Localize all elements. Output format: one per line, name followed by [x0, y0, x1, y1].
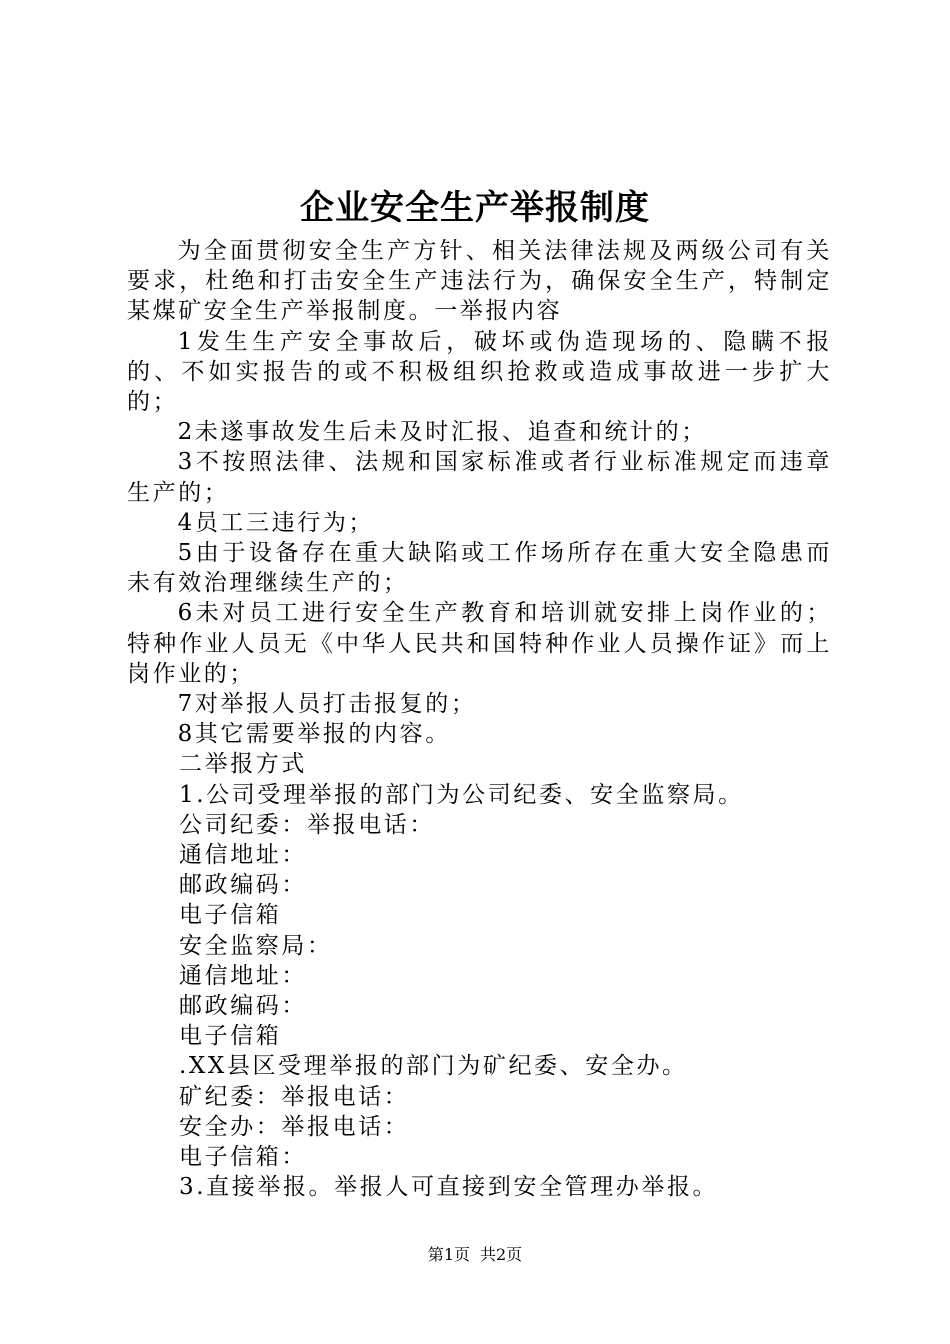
body-line: 邮政编码：: [179, 993, 307, 1020]
body-line: 安全办：举报电话：: [179, 1113, 410, 1140]
body-line: 邮政编码：: [179, 872, 307, 899]
body-line: 通信地址：: [179, 842, 307, 869]
page-footer: [0, 1244, 950, 1266]
body-line: 电子信箱：: [179, 1144, 307, 1171]
body-line: 电子信箱: [179, 902, 282, 929]
body-line: 3.直接举报。举报人可直接到安全管理办举报。: [179, 1174, 719, 1201]
body-paragraph-item-4: 4员工三违行为；: [177, 509, 375, 536]
body-line: 1.公司受理举报的部门为公司纪委、安全监察局。: [179, 781, 744, 808]
document-title: 企业安全生产举报制度: [300, 188, 650, 228]
body-line: 通信地址：: [179, 962, 307, 989]
body-paragraph-item-3: 3不按照法律、法规和国家标准或者行业标准规定而违章生产的；: [127, 449, 832, 506]
body-line: 安全监察局：: [179, 932, 333, 959]
body-paragraph-item-8: 8其它需要举报的内容。: [177, 721, 451, 748]
page-total: 共2页: [480, 1245, 523, 1264]
body-paragraph-item-5: 5由于设备存在重大缺陷或工作场所存在重大安全隐患而未有效治理继续生产的；: [127, 540, 832, 597]
body-paragraph-item-6: 6未对员工进行安全生产教育和培训就安排上岗作业的；特种作业人员无《中华人民共和国特种作业人员操作证》而上岗作业的；: [127, 600, 832, 687]
body-paragraph-item-7: 7对举报人员打击报复的；: [177, 691, 477, 718]
body-line: 公司纪委：举报电话：: [179, 811, 435, 838]
body-paragraph-item-1: 1发生生产安全事故后，破坏或伪造现场的、隐瞒不报的、不如实报告的或不积极组织抢救或造成事故进一步扩大的；: [127, 328, 832, 416]
body-line: .XX县区受理举报的部门为矿纪委、安全办。: [179, 1053, 688, 1080]
body-paragraph-item-2: 2未遂事故发生后未及时汇报、追查和统计的；: [177, 419, 707, 446]
body-line: 矿纪委：举报电话：: [179, 1083, 410, 1110]
section-heading-report-methods: 二举报方式: [179, 751, 307, 778]
body-line: 电子信箱: [179, 1023, 282, 1050]
document-body: [127, 236, 832, 1203]
page-number: 第1页: [427, 1245, 470, 1264]
body-paragraph-intro: 为全面贯彻安全生产方针、相关法律法规及两级公司有关要求，杜绝和打击安全生产违法行为，确保安全生产，特制定某煤矿安全生产举报制度。一举报内容: [127, 238, 832, 325]
